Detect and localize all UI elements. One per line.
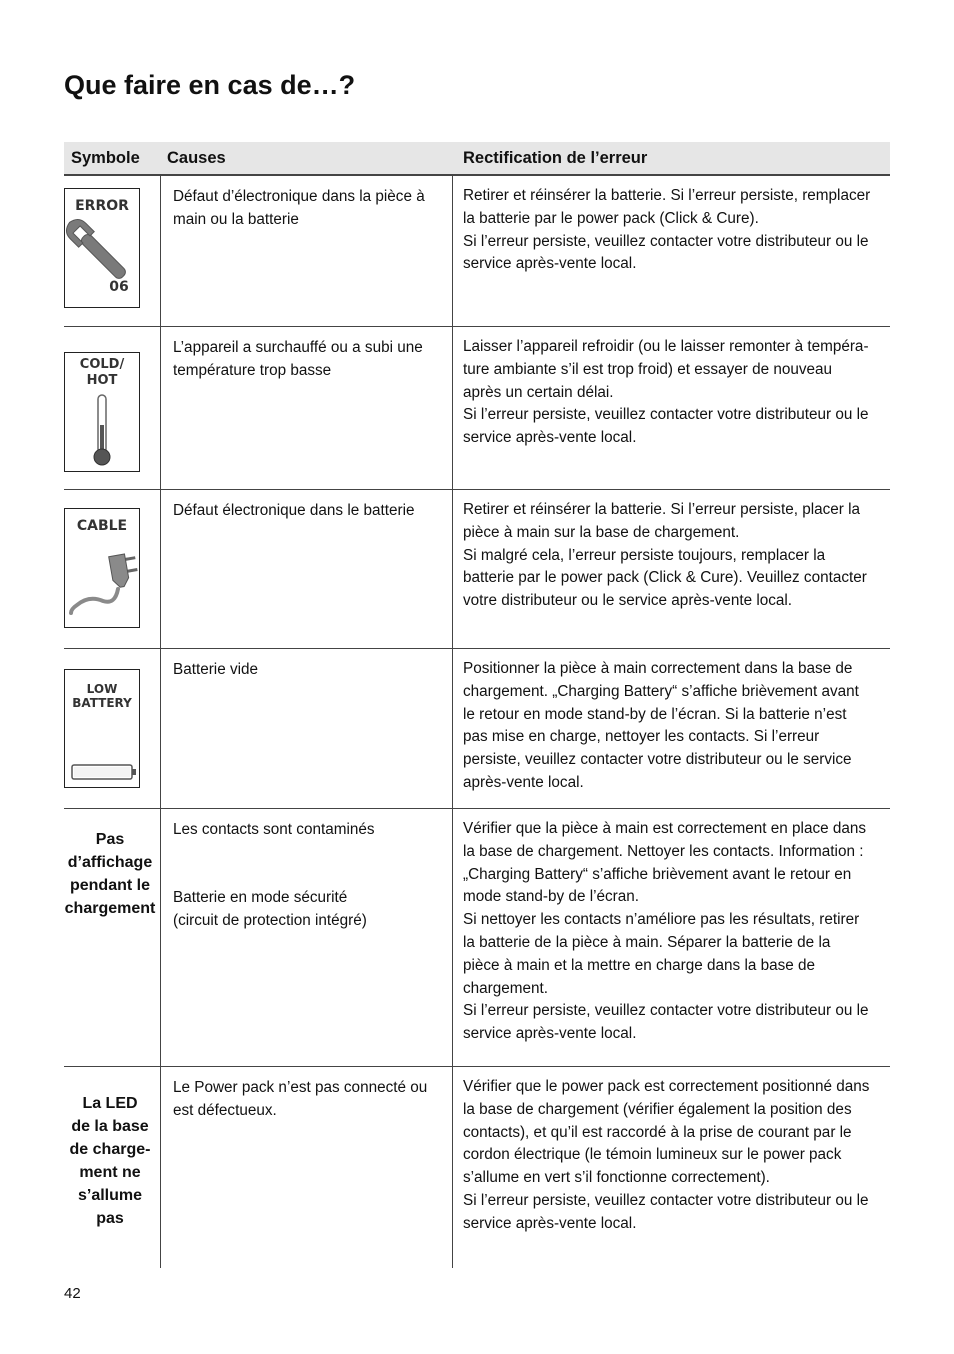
fix-line: Si l’erreur persiste, veuillez contacter votre distributeur ou le xyxy=(463,406,869,424)
fix-line: cordon électrique (le témoin lumineux sur le power pack xyxy=(463,1146,842,1164)
cause-line: est défectueux. xyxy=(173,1102,277,1119)
fix-line: la base de chargement (vérifier également la position des xyxy=(463,1100,852,1118)
symbol-text-line: pendant le xyxy=(69,877,150,894)
table-row xyxy=(64,809,890,1067)
table-header xyxy=(64,142,890,176)
fix-line: service après-vente local. xyxy=(463,1025,637,1043)
fix-line: ture ambiante s’il est trop froid) et essayer de nouveau xyxy=(463,360,833,378)
symbol-cell xyxy=(64,809,161,1066)
troubleshooting-table xyxy=(64,142,890,1268)
fix-line: Laisser l’appareil refroidir (ou le laisser remonter à tempéra- xyxy=(463,338,869,355)
fix-line: persiste, veuillez contacter votre distributeur ou le service xyxy=(463,751,852,769)
fix-line: service après-vente local. xyxy=(463,429,637,447)
symbol-text-line: de charge- xyxy=(69,1141,151,1158)
cause-line: L’appareil a surchauffé ou a subi une xyxy=(173,339,423,356)
cause-line: Défaut électronique dans le batterie xyxy=(173,502,415,519)
fix-line: mode stand-by de l’écran. xyxy=(463,888,640,906)
symbol-text-line: ment ne xyxy=(79,1164,141,1181)
icon-label-line1: LOW xyxy=(86,682,118,696)
cause-line: température trop basse xyxy=(173,362,332,379)
fix-cell xyxy=(453,490,890,648)
cause-line: Batterie vide xyxy=(173,661,259,678)
cause-line: Batterie en mode sécurité xyxy=(173,889,348,906)
symbol-cell xyxy=(64,1067,161,1268)
cause-line: Le Power pack n’est pas connecté ou xyxy=(173,1079,428,1096)
symbol-cell xyxy=(64,176,161,326)
fix-line: pièce à main sur la base de chargement. xyxy=(463,523,740,541)
fix-line: la batterie par le power pack (Click & Cure). xyxy=(463,209,759,227)
icon-label-top: CABLE xyxy=(76,518,128,534)
fix-line: Retirer et réinsérer la batterie. Si l’erreur persiste, placer la xyxy=(463,501,861,518)
symbol-cell xyxy=(64,490,161,648)
fix-line: chargement. „Charging Battery“ s’affiche brièvement avant xyxy=(463,682,859,700)
fix-line: „Charging Battery“ s’affiche brièvement avant le retour en xyxy=(463,865,852,883)
header-fix: Rectification de l’erreur xyxy=(463,148,648,167)
thermometer-icon xyxy=(64,352,140,472)
cause-line: main ou la batterie xyxy=(173,211,299,228)
fix-line: Vérifier que la pièce à main est correctement en place dans xyxy=(463,820,867,837)
fix-line: pièce à main et la mettre en charge dans la base de xyxy=(463,956,816,974)
causes-cell xyxy=(161,1067,453,1268)
fix-cell xyxy=(453,327,890,489)
fix-line: Vérifier que le power pack est correctement positionné dans xyxy=(463,1078,870,1095)
fix-line: s’allume en vert s’il fonctionne correctement). xyxy=(463,1169,770,1187)
fix-line: contacts), et qu’il est raccordé à la prise de courant par le xyxy=(463,1123,852,1141)
causes-cell xyxy=(161,809,453,1066)
header-symbol: Symbole xyxy=(71,148,140,167)
icon-label-line2: BATTERY xyxy=(72,696,132,710)
fix-line: service après-vente local. xyxy=(463,1214,637,1232)
fix-line: service après-vente local. xyxy=(463,255,637,273)
fix-line: après un certain délai. xyxy=(463,383,614,401)
fix-cell xyxy=(453,809,890,1066)
error-wrench-icon xyxy=(64,188,140,308)
table-row xyxy=(64,649,890,809)
table-row xyxy=(64,176,890,327)
fix-line: chargement. xyxy=(463,979,549,997)
fix-line: le retour en mode stand-by de l’écran. Si la batterie n’est xyxy=(463,705,847,723)
icon-label-top: ERROR xyxy=(75,198,129,214)
symbol-text-line: chargement xyxy=(64,900,156,917)
symbol-text xyxy=(64,1092,156,1230)
cause-line: Les contacts sont contaminés xyxy=(173,821,375,838)
fix-line: Si l’erreur persiste, veuillez contacter votre distributeur ou le xyxy=(463,1002,869,1020)
fix-line: la base de chargement. Nettoyer les contacts. Information : xyxy=(463,842,864,860)
icon-label-line2: HOT xyxy=(86,373,118,388)
fix-line: Si nettoyer les contacts n’améliore pas les résultats, retirer xyxy=(463,911,860,929)
page-title: Que faire en cas de…? xyxy=(64,70,356,100)
fix-cell xyxy=(453,1067,890,1268)
table-row xyxy=(64,327,890,490)
symbol-text-line: de la base xyxy=(71,1118,149,1135)
fix-line: Si l’erreur persiste, veuillez contacter votre distributeur ou le xyxy=(463,1191,869,1209)
causes-cell xyxy=(161,176,453,326)
fix-line: Si l’erreur persiste, veuillez contacter votre distributeur ou le xyxy=(463,232,869,250)
fix-cell xyxy=(453,176,890,326)
fix-line: après-vente local. xyxy=(463,773,584,791)
fix-line: pas mise en charge, nettoyer les contacts. Si l’erreur xyxy=(463,728,820,746)
symbol-cell xyxy=(64,649,161,808)
symbol-text-line: Pas xyxy=(95,831,125,848)
header-causes: Causes xyxy=(167,148,226,167)
fix-line: batterie par le power pack (Click & Cure). Veuillez contacter xyxy=(463,569,867,587)
icon-label-bottom: 06 xyxy=(109,279,129,295)
cable-plug-icon xyxy=(64,508,140,628)
cause-line: Défaut d’électronique dans la pièce à xyxy=(173,188,425,205)
causes-cell xyxy=(161,490,453,648)
fix-line: Retirer et réinsérer la batterie. Si l’erreur persiste, remplacer xyxy=(463,187,871,204)
symbol-text-line: La LED xyxy=(82,1095,138,1112)
symbol-text-line: pas xyxy=(96,1210,124,1227)
icon-label-line1: COLD/ xyxy=(79,357,125,372)
fix-cell xyxy=(453,649,890,808)
low-battery-icon xyxy=(64,669,140,788)
fix-line: la batterie de la pièce à main. Séparer la batterie de la xyxy=(463,933,831,951)
symbol-cell xyxy=(64,327,161,489)
cause-line: (circuit de protection intégré) xyxy=(173,912,367,929)
symbol-text-line: s’allume xyxy=(77,1187,143,1204)
causes-cell xyxy=(161,649,453,808)
symbol-text xyxy=(64,828,156,920)
symbol-text-line: d’affichage xyxy=(67,854,153,871)
table-row xyxy=(64,490,890,649)
page-number: 42 xyxy=(64,1285,81,1302)
causes-cell xyxy=(161,327,453,489)
fix-line: Si malgré cela, l’erreur persiste toujours, remplacer la xyxy=(463,546,826,564)
fix-line: votre distributeur ou le service après-vente local. xyxy=(463,592,793,610)
table-row xyxy=(64,1067,890,1268)
fix-line: Positionner la pièce à main correctement dans la base de xyxy=(463,660,853,677)
